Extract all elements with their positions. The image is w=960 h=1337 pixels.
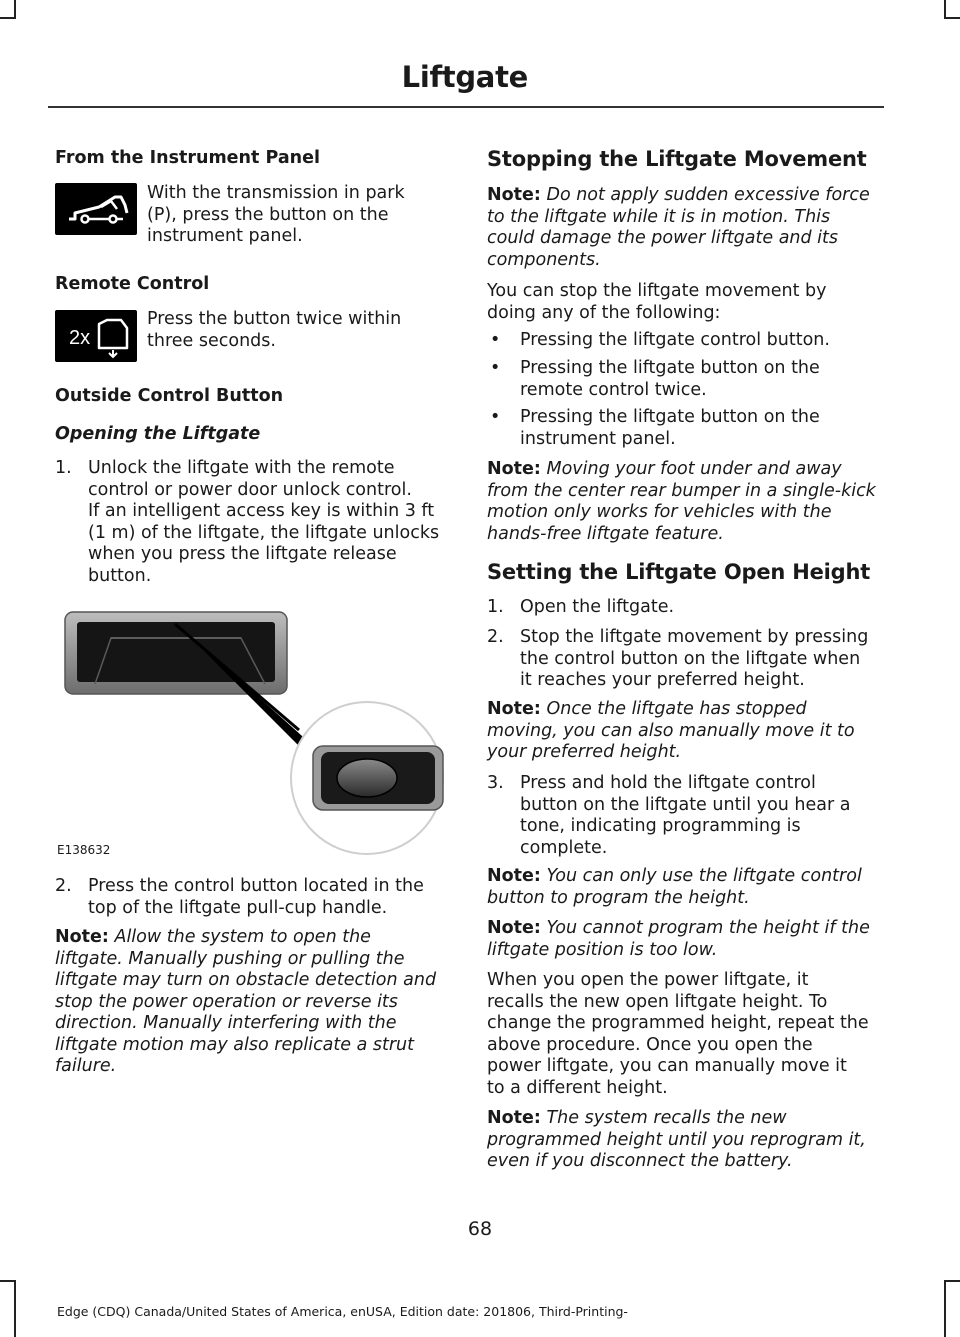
note-control-button: Note: You can only use the liftgate control button to program the height. (487, 866, 862, 908)
crop-mark (0, 17, 16, 19)
liftgate-icon (55, 183, 137, 235)
note-manual-move: Note: Once the liftgate has stopped moving, you can also manually move it to your preferred height. (487, 699, 855, 762)
pull-cup-handle-illustration (55, 598, 450, 860)
crop-mark (944, 1280, 960, 1282)
page-title: Liftgate (401, 60, 528, 94)
open-height-heading: Setting the Liftgate Open Height (487, 560, 871, 584)
height-step-2: 2. Stop the liftgate movement by pressing the control button on the liftgate when it reaches your preferred height. (487, 627, 869, 690)
crop-mark (14, 0, 16, 18)
bullet-item: • Pressing the liftgate control button. (490, 330, 830, 350)
crop-mark (0, 1280, 16, 1282)
note-hands-free: Note: Moving your foot under and away from the center rear bumper in a single-kick motion only works for vehicles with the hands-free liftgate feature. (487, 459, 876, 544)
remote-control-text: Press the button twice within three seconds. (147, 309, 402, 351)
crop-mark (944, 1280, 946, 1337)
figure-code: E138632 (57, 843, 111, 857)
crop-mark (944, 0, 946, 18)
height-step-3: 3. Press and hold the liftgate control button on the liftgate until you hear a tone, indicating programming is complete. (487, 773, 851, 858)
note-battery: Note: The system recalls the new programmed height until you reprogram it, even if you disconnect the battery. (487, 1108, 866, 1171)
instrument-panel-heading: From the Instrument Panel (55, 148, 320, 168)
note-sudden-force: Note: Do not apply sudden excessive force to the liftgate while it is in motion. This could damage the power liftgate and its components. (487, 185, 870, 270)
step-2: 2. Press the control button located in the top of the liftgate pull-cup handle. (55, 876, 424, 918)
svg-text:2x: 2x (69, 327, 91, 349)
instrument-panel-text: With the transmission in park (P), press the button on the instrument panel. (147, 183, 405, 246)
recall-paragraph: When you open the power liftgate, it recalls the new open liftgate height. To change the programmed height, repeat the above procedure. Once you open the power liftgate, you can manually move it to a different height. (487, 970, 869, 1098)
remote-control-heading: Remote Control (55, 274, 210, 294)
page-number: 68 (467, 1218, 493, 1240)
bullet-item: • Pressing the liftgate button on the instrument panel. (490, 407, 820, 449)
step-1: 1. Unlock the liftgate with the remote control or power door unlock control. If an intelligent access key is within 3 ft (1 m) of the liftgate, the liftgate unlocks when you press the liftgate release button. (55, 458, 440, 586)
remote-liftgate-icon (55, 310, 137, 362)
note-too-low: Note: You cannot program the height if the liftgate position is too low. (487, 918, 870, 960)
outside-control-heading: Outside Control Button (55, 386, 284, 406)
note-obstacle: Note: Allow the system to open the liftgate. Manually pushing or pulling the liftgate may turn on obstacle detection and stop the power operation or reverse its direction. Manually interfering with the liftgate motion may also replicate a strut failure. (55, 927, 437, 1076)
height-step-1: 1. Open the liftgate. (487, 597, 675, 617)
crop-mark (944, 17, 960, 19)
opening-liftgate-heading: Opening the Liftgate (55, 424, 261, 444)
footer-text: Edge (CDQ) Canada/United States of America, enUSA, Edition date: 201806, Third-Printing- (57, 1304, 628, 1319)
bullet-item: • Pressing the liftgate button on the remote control twice. (490, 358, 820, 400)
crop-mark (14, 1280, 16, 1337)
header-divider (48, 106, 884, 108)
stop-intro: You can stop the liftgate movement by doing any of the following: (487, 281, 827, 323)
stopping-movement-heading: Stopping the Liftgate Movement (487, 147, 867, 171)
